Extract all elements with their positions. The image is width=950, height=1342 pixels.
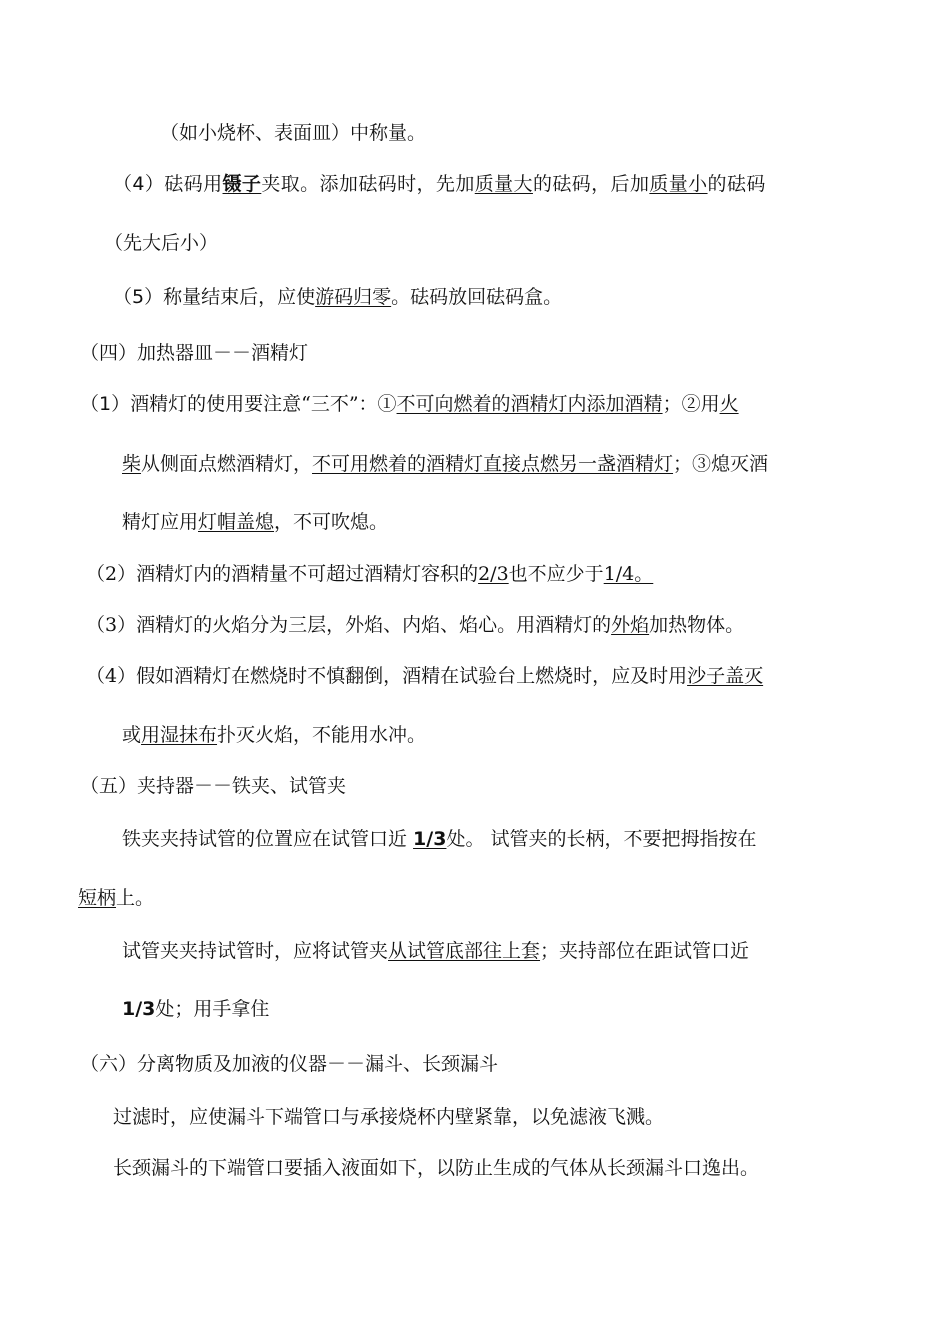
line-wet-cloth: 或用湿抹布扑灭火焰，不能用水冲。 — [122, 724, 427, 746]
underlined-term: 不可用燃着的酒精灯直接点燃另一盏酒精灯 — [312, 453, 674, 475]
underlined-term: 从试管底部往上套 — [388, 940, 541, 962]
underlined-term: 沙子盖灭 — [687, 665, 764, 687]
line-flame-layers: （3）酒精灯的火焰分为三层，外焰、内焰、焰心。用酒精灯的外焰加热物体。 — [86, 614, 745, 636]
line-spill-fire: （4）假如酒精灯在燃烧时不慎翻倒，酒精在试验台上燃烧时，应及时用沙子盖灭 — [86, 665, 764, 687]
underlined-term: 灯帽盖熄 — [198, 511, 275, 533]
line-weights-tweezers: （4）砝码用镊子夹取。添加砝码时，先加质量大的砝码，后加质量小的砝码 — [113, 173, 766, 195]
line-weighing-container: （如小烧杯、表面皿）中称量。 — [160, 122, 427, 144]
line-after-weighing: （5）称量结束后，应使游码归零。砝码放回砝码盒。 — [113, 286, 563, 308]
line-alcohol-amount: （2）酒精灯内的酒精量不可超过酒精灯容积的2/3也不应少于1/4。 — [86, 563, 654, 585]
section-heading-alcohol-lamp: （四）加热器皿－－酒精灯 — [80, 342, 309, 364]
line-three-nots: （1）酒精灯的使用要注意“三不”：①不可向燃着的酒精灯内添加酒精；②用火 — [80, 393, 739, 415]
line-long-neck-funnel: 长颈漏斗的下端管口要插入液面如下，以防止生成的气体从长颈漏斗口逸出。 — [113, 1157, 760, 1179]
underlined-term: 1/3 — [413, 828, 447, 850]
underlined-term: 2/3 — [478, 563, 509, 585]
section-heading-clamps: （五）夹持器－－铁夹、试管夹 — [80, 775, 347, 797]
underlined-term: 火 — [719, 393, 739, 415]
underlined-term: 用湿抹布 — [141, 724, 218, 746]
underlined-term: 游码归零 — [315, 286, 392, 308]
underlined-term: 1/4。 — [603, 563, 654, 585]
underlined-term: 质量大 — [474, 173, 533, 195]
line-short-handle: 短柄上。 — [78, 887, 155, 909]
line-big-first: （先大后小） — [104, 232, 219, 254]
section-heading-funnels: （六）分离物质及加液的仪器－－漏斗、长颈漏斗 — [80, 1053, 499, 1075]
line-hold-position: 1/3处；用手拿住 — [122, 998, 270, 1020]
underlined-term: 柴 — [122, 453, 142, 475]
underlined-term: 外焰 — [611, 614, 650, 636]
underlined-term: 短柄 — [78, 887, 117, 909]
line-match-ignite: 柴从侧面点燃酒精灯，不可用燃着的酒精灯直接点燃另一盏酒精灯；③熄灭酒 — [122, 453, 769, 475]
underlined-term: 镊子 — [222, 173, 262, 195]
underlined-term: 不可向燃着的酒精灯内添加酒精 — [396, 393, 663, 415]
line-iron-clamp: 铁夹夹持试管的位置应在试管口近 1/3处。 试管夹的长柄，不要把拇指按在 — [122, 828, 757, 850]
underlined-term: 质量小 — [649, 173, 708, 195]
line-test-tube-holder: 试管夹夹持试管时，应将试管夹从试管底部往上套；夹持部位在距试管口近 — [122, 940, 750, 962]
line-filtration: 过滤时，应使漏斗下端管口与承接烧杯内壁紧靠，以免滤液飞溅。 — [113, 1106, 665, 1128]
line-lamp-cap: 精灯应用灯帽盖熄，不可吹熄。 — [122, 511, 389, 533]
